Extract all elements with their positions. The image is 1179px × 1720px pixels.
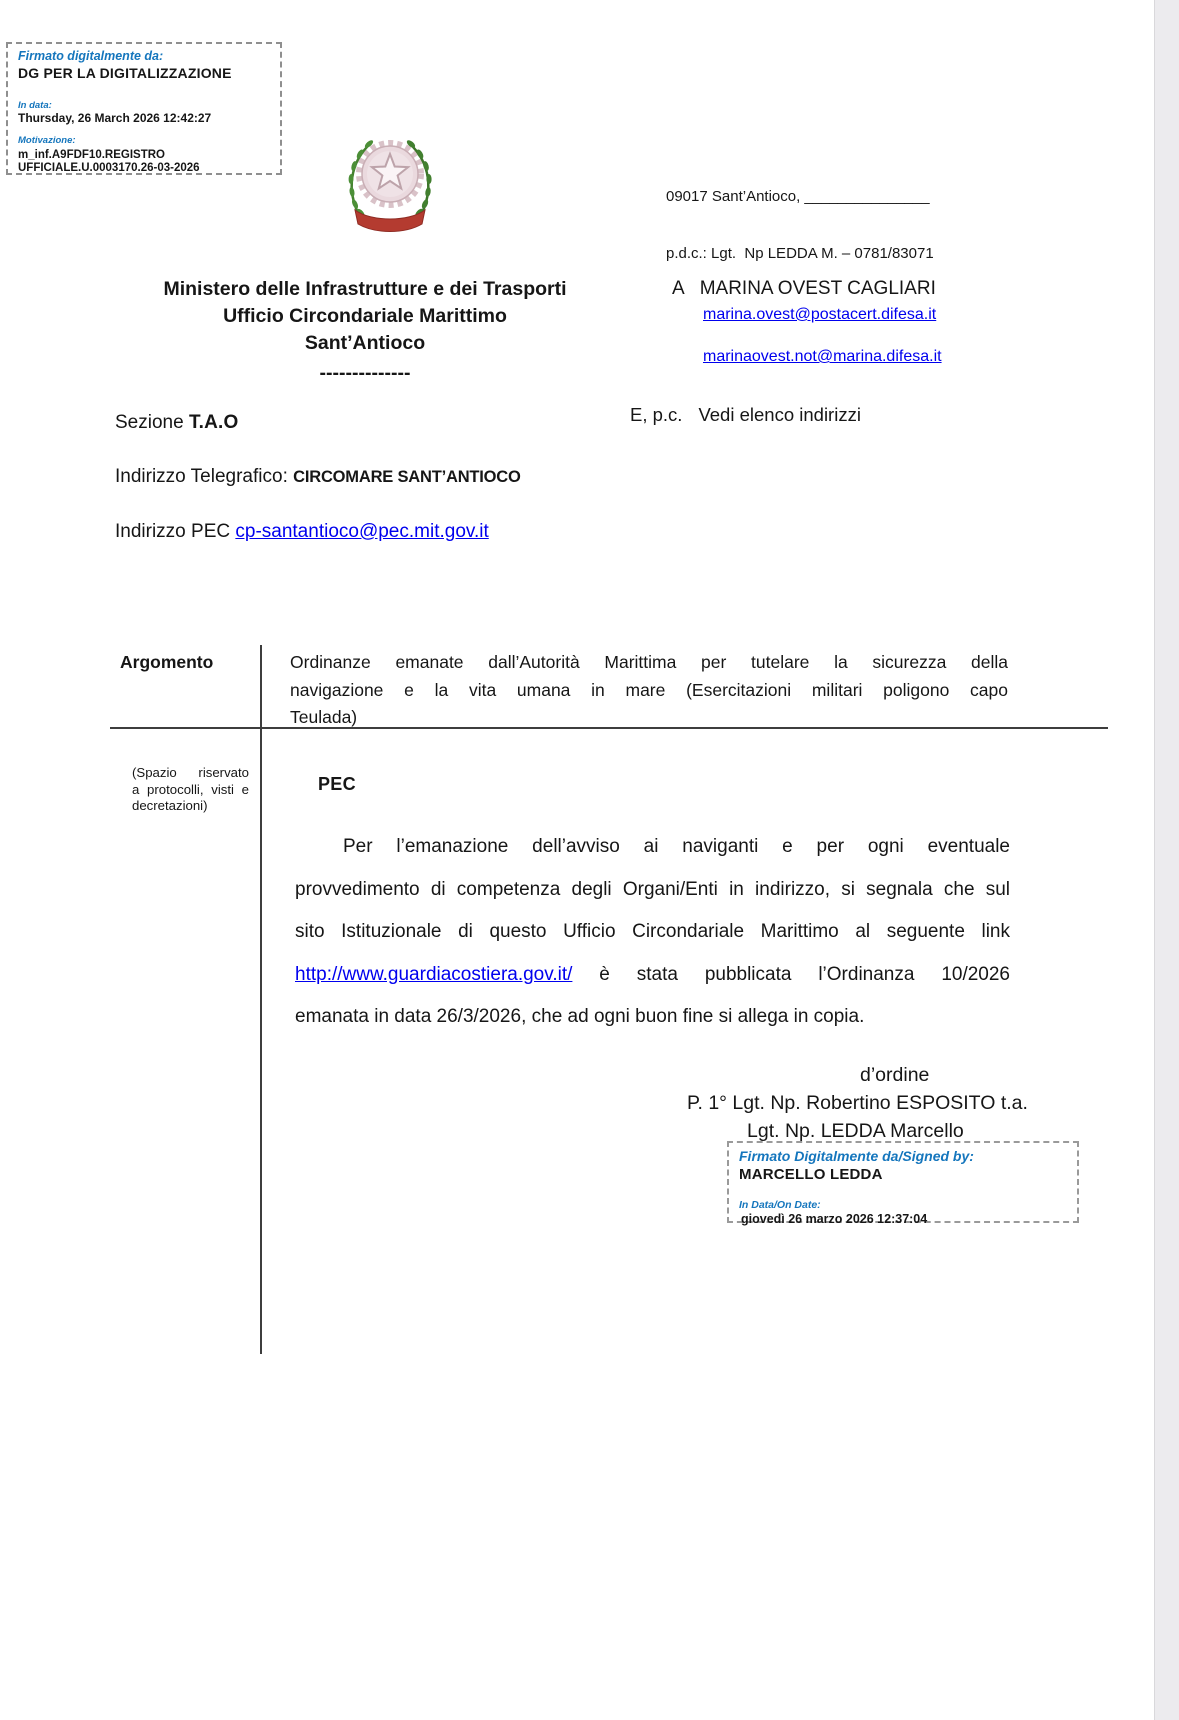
guardiacostiera-link[interactable]: http://www.guardiacostiera.gov.it/	[295, 963, 573, 985]
stamp-signed-by-label: Firmato digitalmente da:	[18, 49, 164, 63]
recipient-email-secondary-link[interactable]: marinaovest.not@marina.difesa.it	[703, 348, 942, 365]
recipient-block	[672, 278, 936, 300]
cc-label: E, p.c.	[630, 404, 683, 425]
city-title: Sant’Antioco	[304, 332, 426, 354]
subject-line: Ordinanze emanate dall’Autorità Marittima per tutelare la sicurezza della	[290, 652, 1008, 672]
body-line: sito Istituzionale di questo Ufficio Circondariale Marittimo al seguente link	[295, 921, 1010, 943]
body-line: http://www.guardiacostiera.gov.it/ è stata pubblicata l’Ordinanza 10/2026	[295, 963, 1010, 985]
cc-block	[630, 404, 861, 426]
stamp-date-value: Thursday, 26 March 2026 12:42:27	[18, 111, 212, 125]
recipient-email-primary	[703, 306, 936, 324]
recipient-email-secondary	[703, 348, 942, 366]
body-line: Per l’emanazione dell’avviso ai naviganti e per ogni eventuale	[343, 836, 1010, 857]
stamp-date-value: giovedì 26 marzo 2026 12:37:04	[741, 1212, 928, 1226]
recipient-name: MARINA OVEST CAGLIARI	[699, 278, 936, 299]
margin-note	[132, 765, 249, 815]
margin-note-line: a protocolli, visti e	[132, 781, 249, 797]
stamp-signer-name: DG PER LA DIGITALIZZAZIONE	[18, 65, 232, 81]
signature-name-esposito: P. 1° Lgt. Np. Robertino ESPOSITO t.a.	[687, 1092, 1028, 1114]
pec-address-line	[115, 521, 489, 543]
separator-dashes: --------------	[319, 362, 411, 384]
pec-address-link[interactable]: cp-santantioco@pec.mit.gov.it	[235, 521, 489, 542]
section-label: Sezione	[115, 412, 184, 433]
stamp-signed-by-label: Firmato Digitalmente da/Signed by:	[739, 1148, 974, 1164]
sender-contact-line: p.d.c.: Lgt. Np LEDDA M. – 0781/83071	[666, 245, 934, 262]
recipient-email-primary-link[interactable]: marina.ovest@postacert.difesa.it	[703, 306, 937, 323]
page-edge-strip	[1154, 0, 1179, 1720]
sender-location-line: 09017 Sant’Antioco, _______________	[666, 188, 930, 205]
signature-order: d’ordine	[860, 1064, 930, 1086]
digital-signature-stamp-top	[6, 42, 282, 175]
section-value: T.A.O	[188, 412, 239, 433]
telegraph-value: CIRCOMARE SANT’ANTIOCO	[293, 468, 521, 486]
pec-label: Indirizzo PEC	[115, 521, 236, 542]
margin-note-line: (Spazio riservato	[132, 765, 249, 780]
stamp-date-label: In data:	[18, 100, 52, 111]
to-label: A	[672, 278, 685, 299]
digital-signature-stamp-bottom	[727, 1141, 1079, 1226]
signature-name-ledda: Lgt. Np. LEDDA Marcello	[747, 1120, 964, 1142]
transmission-channel: PEC	[318, 774, 356, 794]
telegraph-line	[115, 466, 521, 488]
stamp-signer-name: MARCELLO LEDDA	[739, 1166, 883, 1183]
office-title: Ufficio Circondariale Marittimo	[223, 305, 507, 327]
body-paragraph	[295, 826, 1010, 1039]
stamp-date-label: In Data/On Date:	[739, 1199, 821, 1211]
ministry-title: Ministero delle Infrastrutture e dei Trasporti	[163, 278, 567, 300]
body-line: emanata in data 26/3/2026, che ad ogni buon fine si allega in copia.	[295, 1006, 865, 1028]
subject-line: navigazione e la vita umana in mare (Esercitazioni militari poligono capo	[290, 679, 1008, 700]
subject-text	[290, 649, 1008, 732]
letterhead-heading	[113, 276, 617, 383]
stamp-reason-value: m_inf.A9FDF10.REGISTRO UFFICIALE.U.0003170.26-03-2026	[18, 149, 200, 174]
stamp-reason-label: Motivazione:	[18, 135, 76, 146]
cc-value: Vedi elenco indirizzi	[698, 404, 861, 425]
section-line	[115, 412, 239, 434]
margin-note-line: decretazioni)	[132, 798, 208, 813]
table-divider-vertical	[260, 645, 262, 1354]
body-line: provvedimento di competenza degli Organi/Enti in indirizzo, si segnala che sul	[295, 878, 1010, 900]
subject-line: Teulada)	[290, 707, 358, 727]
telegraph-label: Indirizzo Telegrafico:	[115, 466, 288, 487]
table-rule-horizontal	[110, 727, 1108, 729]
italy-republic-emblem-icon	[335, 126, 445, 232]
subject-label: Argomento	[120, 652, 214, 672]
